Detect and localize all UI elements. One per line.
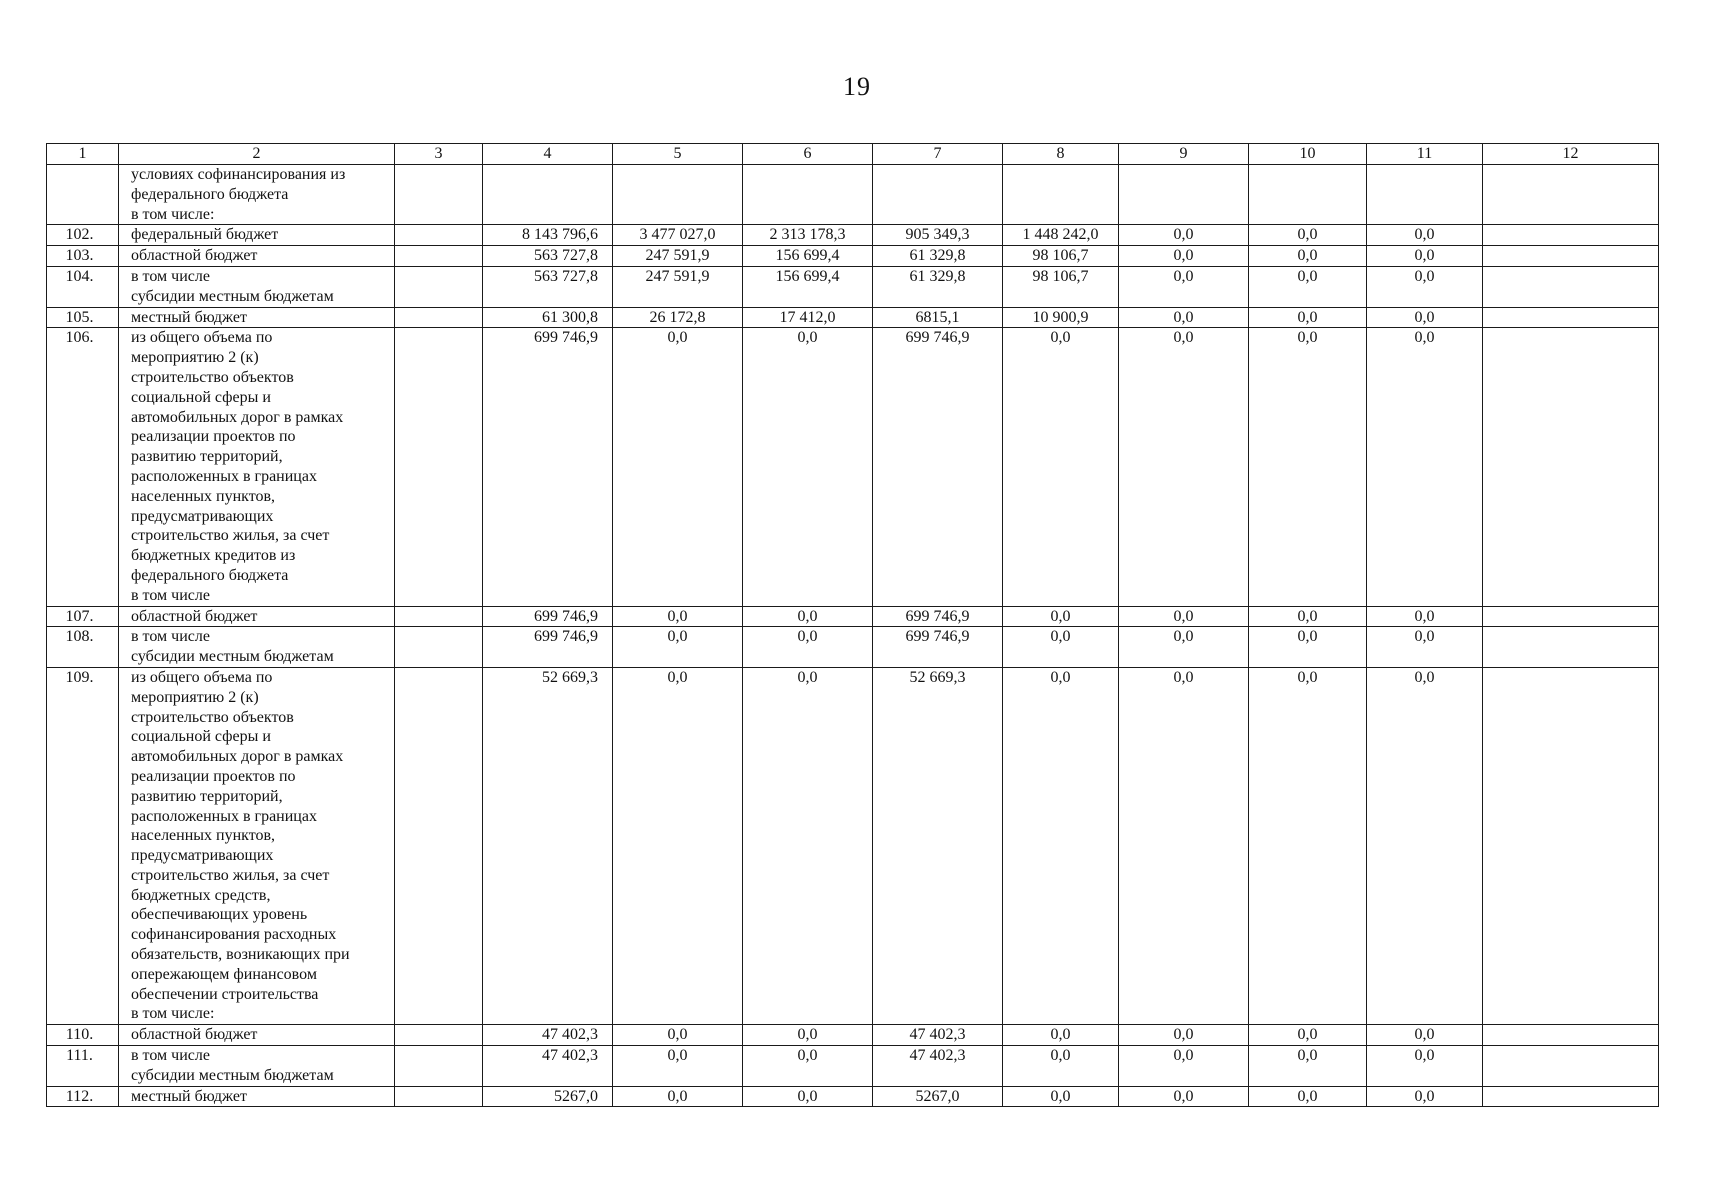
row-label: областной бюджет: [119, 246, 395, 267]
column-number-cell: 12: [1483, 144, 1659, 165]
row-number: 104.: [47, 266, 119, 307]
amount-cell: 0,0: [1367, 1086, 1483, 1107]
amount-cell: 17 412,0: [743, 307, 873, 328]
amount-cell: 61 329,8: [873, 266, 1003, 307]
amount-cell: 0,0: [743, 328, 873, 606]
amount-cell: [1119, 165, 1249, 225]
table-row: [47, 266, 1659, 307]
amount-cell: [1249, 165, 1367, 225]
column-3-cell: [395, 667, 483, 1024]
column-number-cell: 11: [1367, 144, 1483, 165]
amount-cell: 0,0: [1249, 1046, 1367, 1087]
amount-cell: 156 699,4: [743, 266, 873, 307]
row-label: в том числе субсидии местным бюджетам: [119, 266, 395, 307]
amount-cell: 0,0: [613, 667, 743, 1024]
amount-cell: 0,0: [1119, 1086, 1249, 1107]
amount-cell: 0,0: [1003, 627, 1119, 668]
table-row: [47, 328, 1659, 606]
amount-cell: 47 402,3: [873, 1025, 1003, 1046]
amount-cell: 699 746,9: [483, 627, 613, 668]
amount-cell: 0,0: [1367, 667, 1483, 1024]
row-number: 110.: [47, 1025, 119, 1046]
column-number-cell: 8: [1003, 144, 1119, 165]
page-number: 19: [843, 72, 871, 101]
amount-cell: 5267,0: [873, 1086, 1003, 1107]
amount-cell: 0,0: [1249, 1025, 1367, 1046]
column-number-cell: 10: [1249, 144, 1367, 165]
column-12-cell: [1483, 266, 1659, 307]
amount-cell: 0,0: [1119, 667, 1249, 1024]
column-number-cell: 1: [47, 144, 119, 165]
amount-cell: 0,0: [1249, 266, 1367, 307]
row-label: федеральный бюджет: [119, 225, 395, 246]
row-number: 112.: [47, 1086, 119, 1107]
amount-cell: 0,0: [613, 627, 743, 668]
amount-cell: 0,0: [1249, 606, 1367, 627]
amount-cell: 699 746,9: [873, 606, 1003, 627]
amount-cell: 0,0: [1119, 225, 1249, 246]
amount-cell: 0,0: [1119, 307, 1249, 328]
amount-cell: 156 699,4: [743, 246, 873, 267]
amount-cell: 0,0: [1249, 1086, 1367, 1107]
amount-cell: 0,0: [1003, 1025, 1119, 1046]
amount-cell: 563 727,8: [483, 246, 613, 267]
column-number-cell: 3: [395, 144, 483, 165]
row-label: областной бюджет: [119, 1025, 395, 1046]
row-label: областной бюджет: [119, 606, 395, 627]
amount-cell: 0,0: [1367, 266, 1483, 307]
amount-cell: 47 402,3: [483, 1046, 613, 1087]
amount-cell: 0,0: [1003, 1046, 1119, 1087]
column-12-cell: [1483, 1025, 1659, 1046]
column-12-cell: [1483, 246, 1659, 267]
amount-cell: 699 746,9: [873, 627, 1003, 668]
amount-cell: [1003, 165, 1119, 225]
row-number: 111.: [47, 1046, 119, 1087]
column-12-cell: [1483, 1086, 1659, 1107]
amount-cell: 1 448 242,0: [1003, 225, 1119, 246]
amount-cell: 2 313 178,3: [743, 225, 873, 246]
amount-cell: 0,0: [1119, 606, 1249, 627]
column-12-cell: [1483, 1046, 1659, 1087]
column-12-cell: [1483, 225, 1659, 246]
column-12-cell: [1483, 165, 1659, 225]
amount-cell: 3 477 027,0: [613, 225, 743, 246]
amount-cell: 5267,0: [483, 1086, 613, 1107]
row-number: 107.: [47, 606, 119, 627]
row-number: 105.: [47, 307, 119, 328]
row-number: 108.: [47, 627, 119, 668]
amount-cell: 699 746,9: [873, 328, 1003, 606]
amount-cell: [743, 165, 873, 225]
amount-cell: 0,0: [1003, 328, 1119, 606]
column-3-cell: [395, 225, 483, 246]
row-label: местный бюджет: [119, 1086, 395, 1107]
amount-cell: 0,0: [613, 328, 743, 606]
amount-cell: 8 143 796,6: [483, 225, 613, 246]
amount-cell: 0,0: [1119, 627, 1249, 668]
amount-cell: 0,0: [1119, 266, 1249, 307]
amount-cell: 0,0: [1367, 627, 1483, 668]
amount-cell: 0,0: [1249, 307, 1367, 328]
column-3-cell: [395, 307, 483, 328]
row-label: условиях софинансирования из федерального бюджета в том числе:: [119, 165, 395, 225]
amount-cell: [873, 165, 1003, 225]
column-12-cell: [1483, 627, 1659, 668]
amount-cell: 247 591,9: [613, 266, 743, 307]
column-3-cell: [395, 266, 483, 307]
column-12-cell: [1483, 667, 1659, 1024]
amount-cell: 0,0: [1119, 1046, 1249, 1087]
amount-cell: 0,0: [1249, 627, 1367, 668]
table-row: [47, 1086, 1659, 1107]
table-row: [47, 667, 1659, 1024]
amount-cell: 563 727,8: [483, 266, 613, 307]
amount-cell: 699 746,9: [483, 328, 613, 606]
column-12-cell: [1483, 328, 1659, 606]
column-number-cell: 4: [483, 144, 613, 165]
amount-cell: [483, 165, 613, 225]
column-3-cell: [395, 165, 483, 225]
table-row: [47, 627, 1659, 668]
amount-cell: 26 172,8: [613, 307, 743, 328]
column-number-cell: 6: [743, 144, 873, 165]
table-row: [47, 606, 1659, 627]
amount-cell: 47 402,3: [873, 1046, 1003, 1087]
amount-cell: 905 349,3: [873, 225, 1003, 246]
column-3-cell: [395, 627, 483, 668]
amount-cell: 0,0: [1367, 328, 1483, 606]
amount-cell: 0,0: [1249, 667, 1367, 1024]
amount-cell: 0,0: [1003, 1086, 1119, 1107]
amount-cell: 0,0: [1249, 328, 1367, 606]
amount-cell: 98 106,7: [1003, 266, 1119, 307]
amount-cell: 0,0: [743, 606, 873, 627]
amount-cell: 0,0: [1119, 246, 1249, 267]
amount-cell: 0,0: [1367, 1046, 1483, 1087]
column-number-cell: 2: [119, 144, 395, 165]
row-label: местный бюджет: [119, 307, 395, 328]
amount-cell: 0,0: [743, 667, 873, 1024]
amount-cell: 0,0: [743, 1046, 873, 1087]
amount-cell: 0,0: [1249, 225, 1367, 246]
column-3-cell: [395, 328, 483, 606]
amount-cell: 0,0: [613, 1086, 743, 1107]
amount-cell: 0,0: [613, 1025, 743, 1046]
row-label: в том числе субсидии местным бюджетам: [119, 627, 395, 668]
amount-cell: 0,0: [743, 1086, 873, 1107]
amount-cell: 0,0: [1003, 606, 1119, 627]
table-row: [47, 1025, 1659, 1046]
table-row: [47, 1046, 1659, 1087]
amount-cell: 61 300,8: [483, 307, 613, 328]
amount-cell: 98 106,7: [1003, 246, 1119, 267]
column-number-cell: 9: [1119, 144, 1249, 165]
column-number-cell: 5: [613, 144, 743, 165]
row-label: из общего объема по мероприятию 2 (к) строительство объектов социальной сферы и автомобильных дорог в рамках реализации проектов по развитию территорий, расположенных в границах населенных пунктов, предусматривающих строительство жилья, за счет бюджетных кредитов из федерального бюджета в том числе: [119, 328, 395, 606]
table-row: [47, 165, 1659, 225]
amount-cell: 0,0: [1003, 667, 1119, 1024]
amount-cell: [613, 165, 743, 225]
amount-cell: 247 591,9: [613, 246, 743, 267]
column-3-cell: [395, 246, 483, 267]
amount-cell: 0,0: [743, 627, 873, 668]
table-row: [47, 307, 1659, 328]
row-label: в том числе субсидии местным бюджетам: [119, 1046, 395, 1087]
amount-cell: 61 329,8: [873, 246, 1003, 267]
amount-cell: 0,0: [1367, 307, 1483, 328]
amount-cell: 47 402,3: [483, 1025, 613, 1046]
row-number: 109.: [47, 667, 119, 1024]
column-3-cell: [395, 606, 483, 627]
amount-cell: 10 900,9: [1003, 307, 1119, 328]
amount-cell: 0,0: [1367, 246, 1483, 267]
amount-cell: 0,0: [1367, 225, 1483, 246]
row-number: [47, 165, 119, 225]
amount-cell: 6815,1: [873, 307, 1003, 328]
column-3-cell: [395, 1086, 483, 1107]
amount-cell: 0,0: [1367, 1025, 1483, 1046]
budget-table: [46, 143, 1659, 1107]
column-number-row: [47, 144, 1659, 165]
column-12-cell: [1483, 606, 1659, 627]
amount-cell: 699 746,9: [483, 606, 613, 627]
column-number-cell: 7: [873, 144, 1003, 165]
row-number: 102.: [47, 225, 119, 246]
table-row: [47, 246, 1659, 267]
row-number: 106.: [47, 328, 119, 606]
amount-cell: [1367, 165, 1483, 225]
amount-cell: 0,0: [1367, 606, 1483, 627]
amount-cell: 0,0: [613, 1046, 743, 1087]
amount-cell: 52 669,3: [873, 667, 1003, 1024]
row-label: из общего объема по мероприятию 2 (к) строительство объектов социальной сферы и автомобильных дорог в рамках реализации проектов по развитию территорий, расположенных в границах населенных пунктов, предусматривающих строительство жилья, за счет бюджетных средств, обеспечивающих уровень софинансирования расходных обязательств, возникающих при опережающем финансовом обеспечении строительства в том числе:: [119, 667, 395, 1024]
table-row: [47, 225, 1659, 246]
amount-cell: 0,0: [743, 1025, 873, 1046]
amount-cell: 0,0: [1249, 246, 1367, 267]
row-number: 103.: [47, 246, 119, 267]
amount-cell: 0,0: [613, 606, 743, 627]
column-3-cell: [395, 1046, 483, 1087]
amount-cell: 0,0: [1119, 328, 1249, 606]
amount-cell: 0,0: [1119, 1025, 1249, 1046]
amount-cell: 52 669,3: [483, 667, 613, 1024]
column-3-cell: [395, 1025, 483, 1046]
column-12-cell: [1483, 307, 1659, 328]
